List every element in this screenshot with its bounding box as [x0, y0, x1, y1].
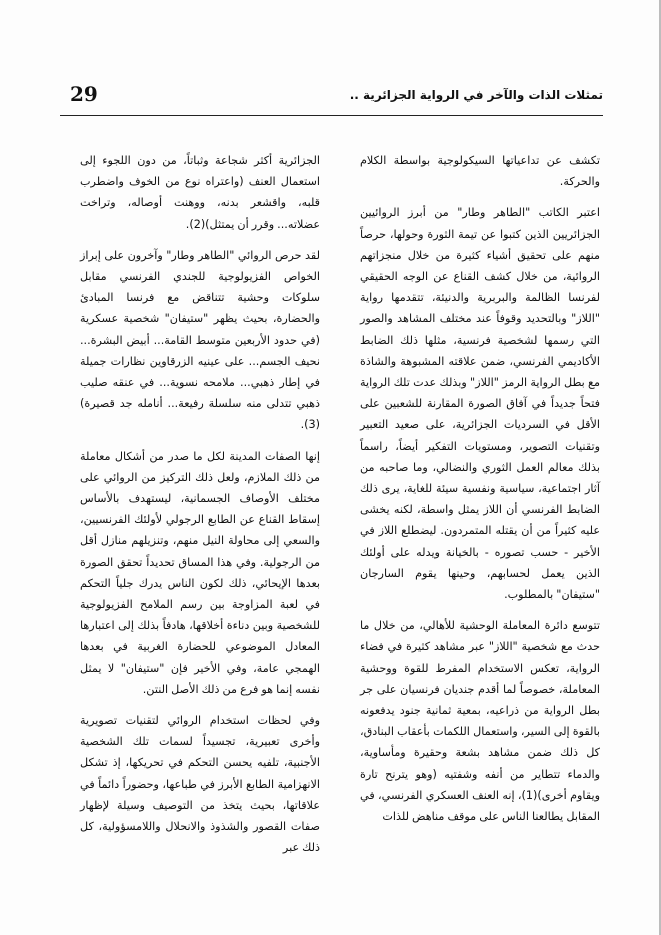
paragraph: لقد حرص الروائي "الطاهر وطار" وآخرون على إبراز الخواص الفزيولوجية للجندي الفرنسي مقابل سلوكات وحشية تتناقض مع فرنسا المبادئ والحضارة، بحيث يظهر "ستيفان" شخصية عسكرية (في حدود الأربعين متوسط القامة... أبيض البشرة... نحيف الجسم... على عينيه الزرقاوين نظارات جميلة في إطار ذهبي... ملامحه نسوية... في عنقه صليب ذهبي تتدلى منه سلسلة رفيعة... أنامله جد قصيرة)(3).: [80, 248, 320, 432]
paragraph: وفي لحظات استخدام الروائي لتقنيات تصويرية وأخرى تعبيرية، تجسيداً لسمات تلك الشخصية الأجنبية، تلفيه يحسن التحكم في تحريكها، إذ تشكل الانهزامية الطابع الأبرز في طباعها، وحضوراً دائماً في علاقاتها، بحيث يتخذ من التوصيف وسيلة لإظهار صفات القصور والشذوذ والانحلال واللامسؤولية، كل ذلك عبر: [80, 714, 320, 855]
text-column-right: [360, 150, 600, 827]
text-column-left: [80, 150, 320, 859]
page-number: 29: [70, 82, 98, 106]
header-divider: [60, 115, 603, 116]
paragraph: إنها الصفات المدينة لكل ما صدر من أشكال معاملة من ذلك الملازم، ولعل ذلك التركيز من الروائي على مختلف الأوصاف الجسمانية، ليستهدف بالأساس إسقاط القناع عن الطابع الرجولي لأولئك الفرنسيين، والسعي إلى محاولة النيل منهم، وتنزيلهم منازل أقل من الرجولية. وفي هذا المساق تحديداً تحقق الصورة بعدها الإيحائي، ذلك لكون الناس يدرك جلياً التحكم في لعبة المزاوجة بين رسم الملامح الفزيولوجية للشخصية وبين دناءة أخلاقها، هادفاً بذلك إلى اعتبارها المعادل الموضوعي للحضارة الغربية في بعدها الهمجي عامة، وفي الأخير فإن "ستيفان" لا يمثل نفسه إنما هو فرع من ذلك الأصل النتن.: [80, 449, 320, 696]
paragraph: الجزائرية أكثر شجاعة وثباتاً، من دون اللجوء إلى استعمال العنف (واعتراه نوع من الخوف واضطرب قلبه، واقشعر بدنه، ووهنت أوصاله، وتراخت عضلاته... وقرر أن يمتثل)(2).: [80, 154, 320, 231]
paragraph: اعتبر الكاتب "الطاهر وطار" من أبرز الروائيين الجزائريين الذين كتبوا عن تيمة الثورة وحولها، حرصاً منهم على تحقيق أشياء كثيرة من خلال منجزاتهم الروائية، من خلال كشف القناع عن الوجه الحقيقي لفرنسا الظالمة والبربرية والدنيئة، تتقدمها رواية "اللاز" وبالتحديد وقوفاً عند مختلف المشاهد والصور التي رسمها لشخصية فرنسية، مثلها ذلك الضابط الأكاديمي الفرنسي، ضمن علاقته المشبوهة والشاذة مع بطل الرواية الرمز "اللاز" وبذلك عدت تلك الرواية فتحاً جديداً في آفاق الصورة المقارنة للشعبين على الأقل في السرديات الجزائرية، على صعيد التعبير وتقنيات التصوير، ومستويات التفكير أيضاً، راسماً بذلك معالم العمل الثوري والنضالي، وما صاحبه من آثار اجتماعية، سياسية ونفسية سيئة للغاية، يرى ذلك الضابط الفرنسي أن اللاز يمثل واسطة، لكنه يخشى عليه كثيراً من أن يقتله المتمردون. ليضطلع اللاز في الأخير - حسب تصوره - بالخيانة ويدله على أولئك الذين يعمل لحسابهم، وحينها يقوم السارجان "ستيفان" بالمطلوب.: [360, 206, 600, 602]
paragraph: تتوسع دائرة المعاملة الوحشية للأهالي، من خلال ما حدث مع شخصية "اللاز" عبر مشاهد كثيرة في فضاء الرواية، تعكس الاستخدام المفرط للقوة ووحشية المعاملة، خصوصاً لما أقدم جنديان فرنسيان على جر بطل الرواية من ذراعيه، بمعية ثمانية جنود يدفعونه بالقوة إلى السير، واستعمال اللكمات بأعقاب البنادق، كل ذلك ضمن مشاهد بشعة وحقيرة ومأساوية، والدماء تتطاير من أنفه وشفتيه (وهو يترنح تارة ويقاوم أخرى)(1)، إنه العنف العسكري الفرنسي، في المقابل يطالعنا الناس على موقف مناهض للذات: [360, 619, 601, 824]
paragraph: تكشف عن تداعياتها السيكولوجية بواسطة الكلام والحركة.: [360, 154, 600, 189]
running-title: تمثلات الذات والآخر في الرواية الجزائرية ..: [349, 88, 603, 102]
page-header: [60, 82, 603, 116]
